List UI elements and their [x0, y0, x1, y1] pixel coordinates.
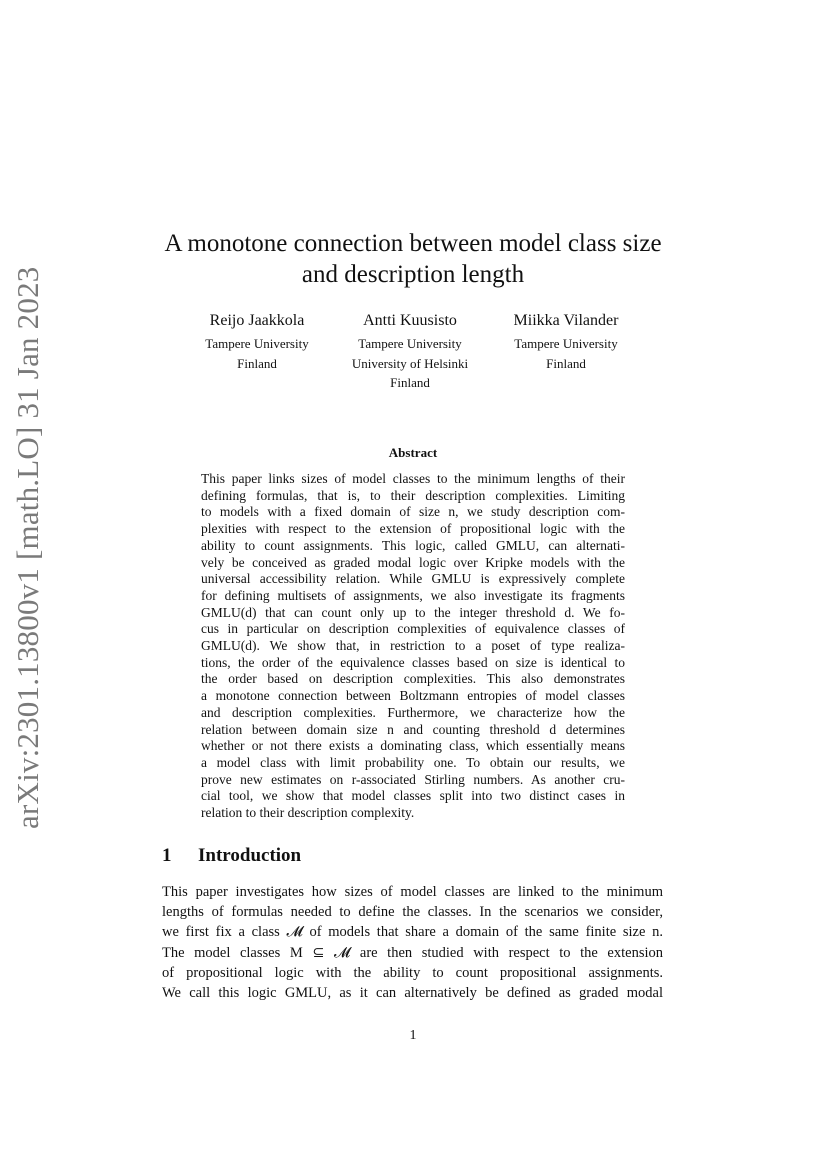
abstract-line: GMLU(d) that can count only up to the integer threshold d. We fo-: [201, 604, 625, 620]
author-affiliation: Tampere University: [205, 336, 309, 351]
abstract-line: relation between domain size n and counting threshold d determines: [201, 721, 625, 737]
section-title: Introduction: [198, 845, 302, 866]
abstract-line: GMLU(d). We show that, in restriction to a poset of type realiza-: [201, 638, 625, 654]
abstract-line: a monotone connection between Boltzmann entropies of model classes: [201, 688, 625, 704]
abstract-line: defining formulas, that is, to their description complexities. Limiting: [201, 487, 625, 503]
author-name: Antti Kuusisto: [363, 312, 457, 329]
intro-line: we first fix a class 𝓜 of models that share a domain of the same finite size n.: [162, 924, 663, 941]
intro-line: The model classes M ⊆ 𝓜 are then studied with respect to the extension: [162, 944, 663, 961]
introduction-paragraph: [162, 882, 663, 1003]
abstract-line: plexities with respect to the extension of propositional logic with the: [201, 521, 625, 537]
abstract-line: universal accessibility relation. While GMLU is expressively complete: [201, 571, 625, 587]
abstract-line: whether or not there exists a dominating class, which essentially means: [201, 738, 625, 754]
abstract-line: relation to their description complexity.: [201, 805, 415, 821]
abstract-heading: Abstract: [388, 445, 438, 460]
author-name: Miikka Vilander: [513, 312, 619, 329]
abstract-line: This paper links sizes of model classes to the minimum lengths of their: [201, 471, 625, 486]
title-line: A monotone connection between model class size: [164, 230, 662, 257]
arxiv-identifier-stamp: arXiv:2301.13800v1 [math.LO] 31 Jan 2023: [10, 266, 45, 829]
section-number: 1: [162, 845, 172, 866]
author-affiliation: Finland: [237, 355, 277, 371]
intro-line: We call this logic GMLU, as it can alternatively be defined as graded modal: [162, 985, 663, 1002]
abstract-line: a model class with limit probability one. To obtain our results, we: [201, 754, 625, 770]
abstract-line: to models with a fixed domain of size n, we study description com-: [201, 504, 625, 520]
abstract-line: and description complexities. Furthermore, we characterize how the: [201, 704, 625, 720]
intro-line: This paper investigates how sizes of model classes are linked to the minimum: [162, 884, 663, 900]
section-heading: [162, 845, 662, 867]
intro-line: of propositional logic with the ability to count propositional assignments.: [162, 964, 663, 981]
author-affiliation: Finland: [390, 375, 430, 390]
abstract-line: cial tool, we show that model classes split into two distinct cases in: [201, 788, 625, 804]
author-affiliation: Tampere University: [514, 336, 618, 351]
author-affiliation: Finland: [546, 355, 586, 371]
abstract-line: cus in particular on description complexities of equivalence classes of: [201, 621, 625, 637]
intro-line: lengths of formulas needed to define the classes. In the scenarios we consider,: [162, 904, 663, 921]
author-block: [186, 310, 328, 373]
abstract-line: vely be conceived as graded modal logic over Kripke models with the: [201, 554, 625, 570]
author-name: Reijo Jaakkola: [209, 312, 305, 329]
page-number: 1: [409, 1028, 417, 1043]
author-affiliation: Tampere University: [358, 336, 462, 351]
abstract-line: ability to count assignments. This logic, called GMLU, can alternati-: [201, 537, 625, 553]
title-line: and description length: [301, 261, 525, 288]
abstract-line: tions, the order of the equivalence classes based on size is identical to: [201, 654, 625, 670]
abstract-line: the order based on description complexities. This also demonstrates: [201, 671, 625, 687]
abstract-body: [201, 471, 625, 822]
author-affiliation: University of Helsinki: [351, 355, 469, 371]
author-block: [494, 310, 638, 373]
author-block: [336, 310, 484, 393]
paper-title: [100, 228, 726, 290]
abstract-line: for defining multisets of assignments, we also investigate its fragments: [201, 587, 625, 603]
abstract-line: prove new estimates on r-associated Stirling numbers. As another cru-: [201, 771, 625, 787]
